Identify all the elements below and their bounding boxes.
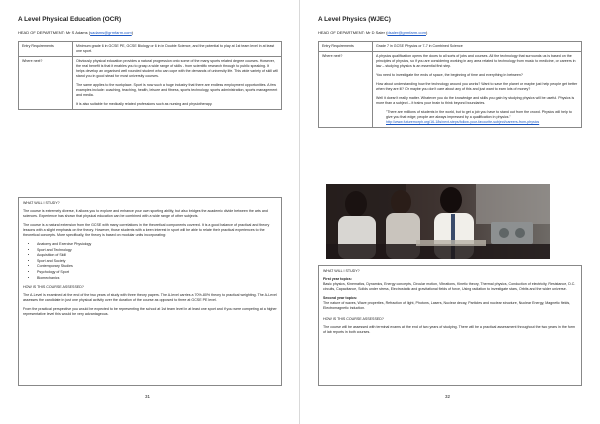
hod-prefix: HEAD OF DEPARTMENT: Mr D Saler ( (318, 30, 388, 35)
topic-list (23, 242, 277, 281)
study-box (318, 265, 582, 386)
careers-link[interactable]: http://www.futuremorph.org/16-18s/next-steps/follow-your-favourite-subject/careers-from-physics (386, 120, 540, 124)
list-item: • Contemporary Studies (37, 264, 277, 270)
list-item: • Biomechanics (37, 276, 277, 282)
entry-label: Entry Requirements (319, 42, 373, 52)
first-year-text: Basic physics, Kinematics, Dynamics, Energy concepts, Circular motion, Vibrations, Kinetic theory, Thermal physics, Conduction of electricity, Resistance, D.C. circuits, Capacitance, Solids under stress, Electrostatic and gravitational fields of force, Using radiation to investigate stars, Orbits and the wider universe. (323, 282, 576, 291)
assess-heading: HOW IS THIS COURSE ASSESSED? (323, 317, 384, 321)
second-year-text: The nature of waves, Wave properties, Refraction of light, Photons, Lasers, Nuclear decay, Particles and nuclear structure, Nuclear Energy, Magnetic fields, Electromagnetic induction. (323, 301, 571, 310)
assess-heading: HOW IS THIS COURSE ASSESSED? (23, 285, 84, 290)
entry-text: Minimum grade 6 in GCSE PE, GCSE Biology or 6 in in Double Science, and the potential to play at 1st team level in at least one sport. (73, 42, 282, 57)
first-year-label: First year topics: (323, 277, 352, 281)
where-paragraph: It is also suitable for medically related professions such as nursing and physiotherapy. (76, 102, 213, 106)
where-paragraph: Well it doesn't really matter. Whatever you do the knowledge and skills you gain by studying physics will be useful. Physics is more than a subject – it trains your brain to think beyond boundaries. (376, 96, 575, 105)
head-of-department (318, 30, 427, 35)
assess-paragraph: The A-Level is examined at the end of the two years of study with three theory papers. The A-level carries a 70%-80% theory to practical weighting. The A-Level assesses the candidate in just one physical activity over the duration of the course as opposed to three at GCSE PE level. (23, 293, 277, 303)
assess-paragraph: The course will be assessed with terminal exams at the end of two years of studying. There will be a practical assessment throughout the two years in the form of lab reports in both courses. (323, 325, 576, 334)
where-quote: "There are millions of students in the world, but to get a job you have to stand out from the crowd. Physics will help to give you that edge; people are always impressed by a qualification in physics." (386, 110, 572, 119)
where-next-row (319, 52, 582, 128)
list-item: • Sport and Technology (37, 248, 277, 254)
where-next-row (19, 57, 282, 110)
study-box (18, 197, 282, 386)
where-cell (73, 57, 282, 110)
list-item: • Acquisition of Skill (37, 253, 277, 259)
list-item: • Anatomy and Exercise Physiology (37, 242, 277, 248)
page-title: A Level Physical Education (OCR) (18, 16, 122, 23)
list-item: • Sport and Society (37, 259, 277, 265)
hod-prefix: HEAD OF DEPARTMENT: Mr S Adams ( (18, 30, 91, 35)
entry-label: Entry Requirements (19, 42, 73, 57)
head-of-department (18, 30, 133, 35)
where-paragraph: You need to investigate the ends of space, the beginning of time and everything in between? (376, 73, 523, 77)
info-table (18, 41, 282, 110)
photo-illustration (326, 184, 550, 259)
where-label: Where next? (319, 52, 373, 128)
where-paragraph: Obviously physical education provides a natural progression onto some of the many sports related degree courses. However, the real benefit is that it enables you to grasp a wide range of skills - from scientific research through to public speaking. It helps develop an organised well rounded student who can cope with the demands of university life. This wide variety of skill will stand you in good stead for most university courses. (76, 59, 278, 78)
page-title: A Level Physics (WJEC) (318, 16, 391, 23)
info-table (318, 41, 582, 128)
where-paragraph: How about understanding how the technology around you works? Want to save the planet or maybe just help people get better when they are ill? Or maybe you don't care about any of this and just want to earn lots of money? (376, 82, 578, 91)
study-heading: WHAT WILL I STUDY? (323, 269, 360, 273)
page-physics (300, 0, 600, 424)
study-paragraph: The course is extremely diverse, it allows you to explore and enhance your own sporting ability, but also bridges the academic divide between the arts and sciences. Experience has shown that physical education can be combined with a wide range of other subjects. (23, 209, 268, 218)
hod-suffix: ) (425, 30, 428, 35)
study-heading: WHAT WILL I STUDY? (23, 201, 60, 205)
page-number: 32 (445, 394, 451, 399)
where-paragraph: A physics qualification opens the doors to all sorts of jobs and courses. All the technology that surrounds us is based on the principles of physics, so if you are considering working in any area related to technology from music to medicine, or careers in law – studying physics is an essential first step. (376, 54, 576, 68)
hod-suffix: ) (131, 30, 134, 35)
assess-paragraph: From the practical perspective you would be expected to be representing the school at 1st team level in at least one sport and if you were competing at a higher representative level this would be very advantageous. (23, 307, 277, 317)
hod-email-link[interactable]: sadams@grmfarm.com (90, 30, 132, 35)
page-number: 31 (145, 394, 151, 399)
where-cell (373, 52, 582, 128)
study-paragraph: The course is a natural extension from the GCSE with many correlations in the theoretical components covered. It is a good balance of practical and theory lessons with a slight emphasis on the theory. However, those students with a keen interest in sport will be able to relate their practical experiences to the theoretical concepts. More specifically, the theory is based on modular units incorporating: (23, 223, 270, 237)
where-paragraph: The same applies to the workplace. Sport is now such a huge industry that there are endless employment opportunities. A few examples include: coaching, teaching, health, leisure and fitness, sports technology, sports administration, sports management and media. (76, 83, 278, 97)
entry-row (319, 42, 582, 52)
entry-text: Grade 7 in GCSE Physics or 7-7 in Combined Science (373, 42, 582, 52)
hod-email-link[interactable]: dsaler@grmfarm.com (387, 30, 426, 35)
students-lab-photo (326, 184, 550, 259)
where-label: Where next? (19, 57, 73, 110)
second-year-label: Second year topics: (323, 296, 358, 300)
list-item: • Psychology of Sport (37, 270, 277, 276)
entry-row (19, 42, 282, 57)
